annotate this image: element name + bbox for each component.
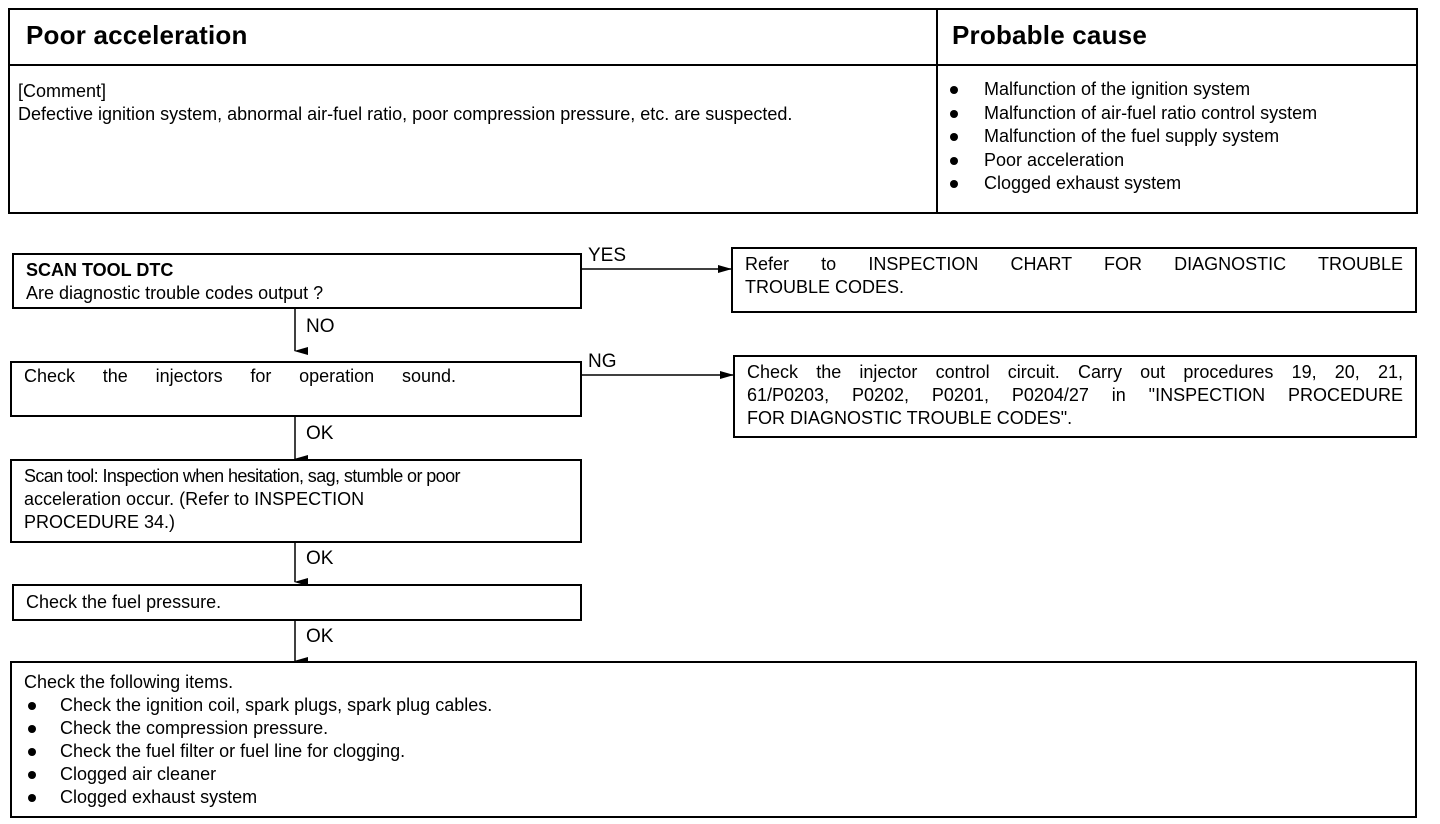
list-item: Malfunction of the fuel supply system xyxy=(944,125,1414,149)
ng-label: NG xyxy=(588,351,617,372)
result-line: 61/P0203, P0202, P0201, P0204/27 in "INSPECTION PROCEDURE xyxy=(747,385,1403,405)
result-line: TROUBLE CODES. xyxy=(745,277,905,297)
step-scan-tool-inspection xyxy=(10,459,582,543)
step-check-following-items xyxy=(10,661,1417,818)
ok-label: OK xyxy=(306,626,334,647)
result-line: Refer to INSPECTION CHART FOR DIAGNOSTIC TROUBLE xyxy=(745,254,1403,274)
result-refer-inspection-chart xyxy=(731,247,1417,313)
step-text: Check the fuel pressure. xyxy=(26,592,222,612)
no-label: NO xyxy=(306,316,335,337)
bullet-icon xyxy=(28,725,36,733)
list-item: Check the ignition coil, spark plugs, spark plug cables. xyxy=(24,694,1403,717)
comment-text: Defective ignition system, abnormal air-fuel ratio, poor compression pressure, etc. are suspected. xyxy=(18,104,793,124)
step-intro: Check the following items. xyxy=(24,672,234,692)
bullet-icon xyxy=(28,771,36,779)
list-item: Malfunction of the ignition system xyxy=(944,78,1414,102)
list-item: Clogged air cleaner xyxy=(24,763,1403,786)
step-check-injectors xyxy=(10,361,582,417)
yes-label: YES xyxy=(588,245,627,266)
probable-cause-title: Probable cause xyxy=(952,20,1147,50)
ok-label: OK xyxy=(306,423,334,444)
step-check-fuel-pressure xyxy=(12,584,582,621)
check-items-list xyxy=(24,694,1403,809)
step-text-line: Scan tool: Inspection when hesitation, sag, stumble or poor xyxy=(24,466,460,486)
step-text-line: acceleration occur. (Refer to INSPECTION xyxy=(24,489,365,509)
result-line: Check the injector control circuit. Carry out procedures 19, 20, 21, xyxy=(747,362,1403,382)
list-item: Malfunction of air-fuel ratio control system xyxy=(944,102,1414,126)
list-item: Check the fuel filter or fuel line for clogging. xyxy=(24,740,1403,763)
symptom-title: Poor acceleration xyxy=(26,20,248,50)
list-item: Clogged exhaust system xyxy=(944,172,1414,196)
step-scan-tool-dtc xyxy=(12,253,582,309)
step-question: Are diagnostic trouble codes output ? xyxy=(26,283,324,303)
result-check-injector-circuit xyxy=(733,355,1417,438)
step-text: Check the injectors for operation sound. xyxy=(24,366,456,386)
list-item: Check the compression pressure. xyxy=(24,717,1403,740)
step-title: SCAN TOOL DTC xyxy=(26,260,174,280)
comment-label: [Comment] xyxy=(18,81,107,101)
bullet-icon xyxy=(28,748,36,756)
list-item: Poor acceleration xyxy=(944,149,1414,173)
ok-label: OK xyxy=(306,548,334,569)
list-item: Clogged exhaust system xyxy=(24,786,1403,809)
bullet-icon xyxy=(28,794,36,802)
step-text-line: PROCEDURE 34.) xyxy=(24,512,176,532)
result-line: FOR DIAGNOSTIC TROUBLE CODES". xyxy=(747,408,1073,428)
bullet-icon xyxy=(28,702,36,710)
